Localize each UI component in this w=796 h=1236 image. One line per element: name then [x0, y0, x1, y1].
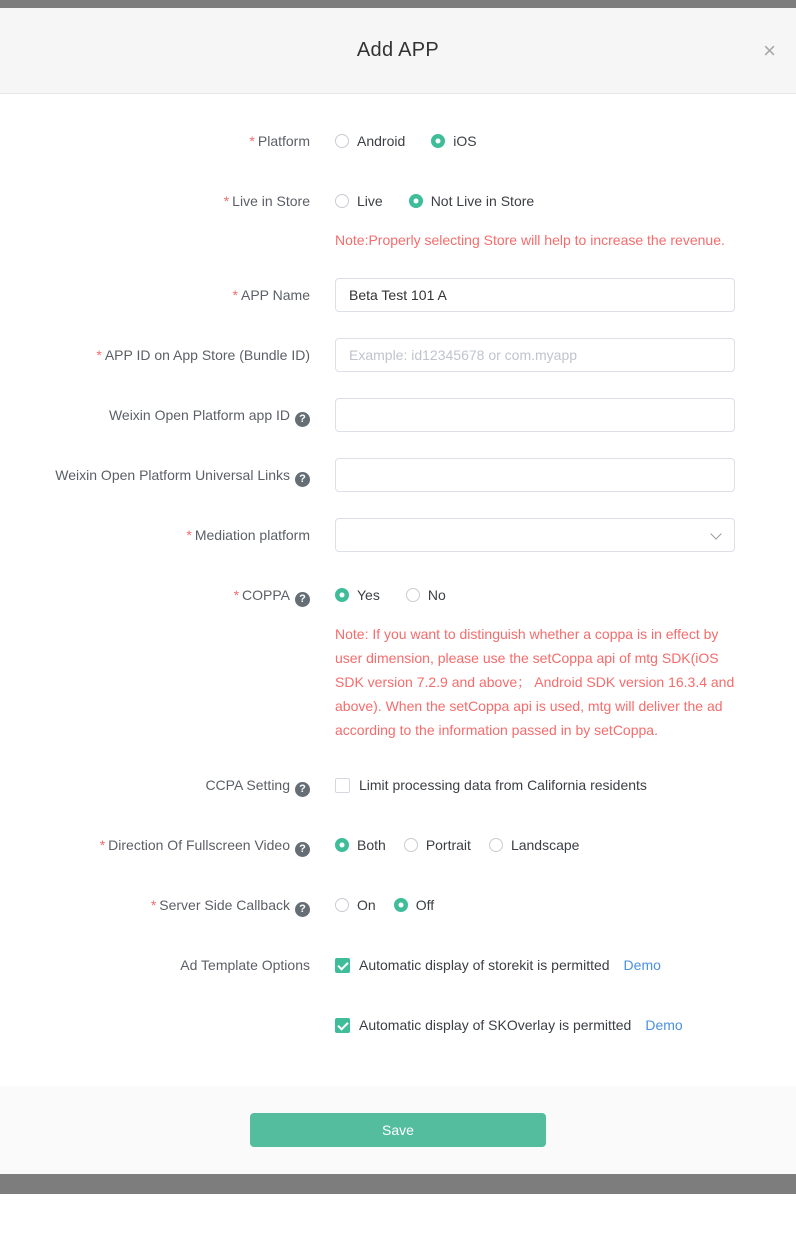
checkbox-icon	[335, 958, 350, 973]
radio-coppa-no-label: No	[427, 587, 446, 603]
radio-coppa-yes-label: Yes	[357, 587, 380, 603]
storekit-demo-link[interactable]: Demo	[623, 957, 661, 973]
help-icon[interactable]: ?	[295, 412, 310, 427]
mediation-select[interactable]	[335, 518, 735, 552]
radio-coppa-no[interactable]	[406, 587, 446, 603]
page-bottom-bar	[0, 1174, 796, 1194]
form-row-live-in-store	[0, 184, 796, 252]
page-top-bar	[0, 0, 796, 8]
weixin-app-id-label-text: Weixin Open Platform app ID	[108, 407, 290, 423]
radio-ios-label: iOS	[453, 133, 477, 149]
radio-icon	[335, 134, 349, 148]
radio-off[interactable]	[394, 897, 434, 913]
bundle-id-label-text: APP ID on App Store (Bundle ID)	[104, 347, 310, 363]
form-row-platform	[0, 124, 796, 158]
radio-icon	[489, 838, 503, 852]
coppa-label	[0, 578, 310, 742]
required-asterisk: *	[186, 527, 192, 543]
radio-not-live-label: Not Live in Store	[430, 193, 535, 209]
form-row-bundle-id	[0, 338, 796, 372]
add-app-modal	[0, 8, 796, 1174]
mediation-label	[0, 518, 310, 552]
skoverlay-checkbox-label: Automatic display of SKOverlay is permitted	[359, 1017, 632, 1033]
mediation-label-text: Mediation platform	[194, 527, 310, 543]
radio-android-label: Android	[357, 133, 406, 149]
ccpa-checkbox-label: Limit processing data from California residents	[359, 777, 647, 793]
form-row-mediation	[0, 518, 796, 552]
skoverlay-demo-link[interactable]: Demo	[645, 1017, 683, 1033]
radio-icon	[409, 194, 423, 208]
form-row-weixin-app-id	[0, 398, 796, 432]
radio-icon	[335, 898, 349, 912]
ccpa-label	[0, 768, 310, 802]
server-callback-label	[0, 888, 310, 922]
ccpa-checkbox[interactable]	[335, 777, 647, 793]
radio-landscape[interactable]	[489, 837, 580, 853]
radio-icon	[431, 134, 445, 148]
server-callback-label-text: Server Side Callback	[159, 897, 290, 913]
server-callback-radio-group	[335, 888, 735, 922]
required-asterisk: *	[223, 193, 230, 209]
weixin-links-label	[0, 458, 310, 492]
radio-landscape-label: Landscape	[510, 837, 580, 853]
form-row-app-name	[0, 278, 796, 312]
modal-footer	[0, 1086, 796, 1174]
ccpa-label-text: CCPA Setting	[205, 777, 290, 793]
required-asterisk: *	[232, 287, 238, 303]
radio-icon	[394, 898, 408, 912]
bundle-id-label	[0, 338, 310, 372]
modal-title: Add APP	[356, 39, 440, 61]
help-icon[interactable]: ?	[295, 472, 310, 487]
app-name-label-text: APP Name	[241, 287, 310, 303]
checkbox-icon	[335, 778, 350, 793]
ad-template-label	[0, 948, 310, 1042]
close-icon[interactable]: ×	[763, 37, 776, 63]
radio-on-label: On	[357, 897, 376, 913]
help-icon[interactable]: ?	[295, 592, 310, 607]
radio-not-live[interactable]	[409, 193, 535, 209]
radio-coppa-yes[interactable]	[335, 587, 380, 603]
coppa-radio-group	[335, 578, 735, 612]
radio-both-label: Both	[357, 837, 386, 853]
radio-icon	[406, 588, 420, 602]
direction-label-text: Direction Of Fullscreen Video	[108, 837, 290, 853]
app-name-input[interactable]	[335, 278, 735, 312]
help-icon[interactable]: ?	[295, 842, 310, 857]
direction-label	[0, 828, 310, 862]
radio-on[interactable]	[335, 897, 376, 913]
weixin-app-id-label	[0, 398, 310, 432]
platform-radio-group	[335, 124, 735, 158]
radio-off-label: Off	[415, 897, 435, 913]
required-asterisk: *	[233, 587, 240, 603]
storekit-checkbox[interactable]	[335, 957, 610, 973]
coppa-label-text: COPPA	[242, 587, 290, 603]
weixin-links-label-text: Weixin Open Platform Universal Links	[55, 467, 290, 483]
required-asterisk: *	[150, 897, 157, 913]
form-row-weixin-links	[0, 458, 796, 492]
radio-android[interactable]	[335, 133, 405, 149]
live-in-store-radio-group	[335, 184, 735, 218]
required-asterisk: *	[96, 347, 102, 363]
save-button[interactable]: Save	[250, 1113, 546, 1147]
platform-label-text: Platform	[257, 133, 310, 149]
radio-both[interactable]	[335, 837, 386, 853]
platform-label	[0, 124, 310, 158]
radio-portrait-label: Portrait	[425, 837, 471, 853]
skoverlay-checkbox[interactable]	[335, 1017, 631, 1033]
live-in-store-label	[0, 184, 310, 252]
coppa-note: Note: If you want to distinguish whether a coppa is in effect by user dimension, please use the setCoppa api of mtg SDK(iOS SDK version 7.2.9 and above； Android SDK version 16.3.4 and above). When the setCoppa api is used, mtg will deliver the ad according to the information passed in by setCoppa.	[335, 626, 735, 738]
bundle-id-input[interactable]	[335, 338, 735, 372]
radio-icon	[404, 838, 418, 852]
chevron-down-icon	[710, 528, 721, 539]
weixin-links-input[interactable]	[335, 458, 735, 492]
radio-live[interactable]	[335, 193, 383, 209]
required-asterisk: *	[99, 837, 106, 853]
radio-icon	[335, 194, 349, 208]
storekit-checkbox-label: Automatic display of storekit is permitted	[359, 957, 610, 973]
form-row-ccpa	[0, 768, 796, 802]
modal-header	[0, 8, 796, 94]
required-asterisk: *	[249, 133, 255, 149]
add-app-form	[0, 94, 796, 1086]
radio-icon	[335, 838, 349, 852]
app-name-label	[0, 278, 310, 312]
form-row-ad-template	[0, 948, 796, 1042]
live-in-store-label-text: Live in Store	[232, 193, 310, 209]
weixin-app-id-input[interactable]	[335, 398, 735, 432]
ad-template-label-text: Ad Template Options	[180, 957, 310, 973]
live-in-store-note: Note:Properly selecting Store will help to increase the revenue.	[335, 232, 725, 248]
form-row-direction	[0, 828, 796, 862]
direction-radio-group	[335, 828, 735, 862]
help-icon[interactable]: ?	[295, 902, 310, 917]
help-icon[interactable]: ?	[295, 782, 310, 797]
form-row-server-callback	[0, 888, 796, 922]
radio-portrait[interactable]	[404, 837, 471, 853]
radio-icon	[335, 588, 349, 602]
checkbox-icon	[335, 1018, 350, 1033]
radio-live-label: Live	[357, 193, 383, 209]
form-row-coppa	[0, 578, 796, 742]
radio-ios[interactable]	[431, 133, 476, 149]
